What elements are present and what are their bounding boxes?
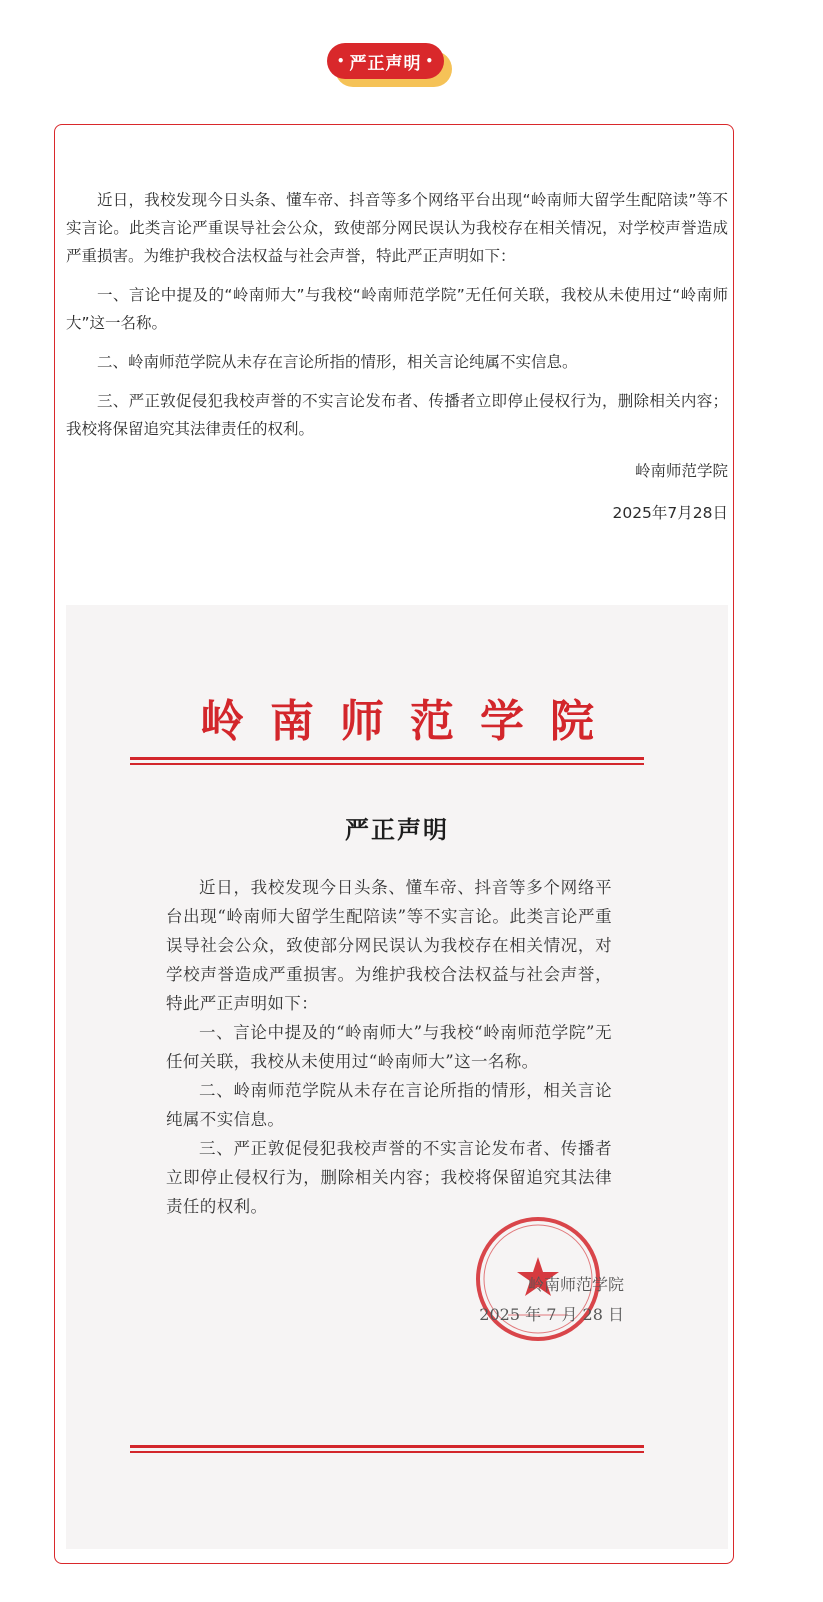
- scan-body: [166, 873, 612, 1221]
- scan-signature-date: 2025 年 7 月 28 日: [479, 1305, 624, 1324]
- statement-paragraph: 近日，我校发现今日头条、懂车帝、抖音等多个网络平台出现“岭南师大留学生配陪读”等不实言论。此类言论严重误导社会公众，致使部分网民误认为我校存在相关情况，对学校声誉造成严重损害。为维护我校合法权益与社会声誉，特此严正声明如下：: [66, 191, 728, 265]
- signature-date: 2025年7月28日: [612, 504, 728, 522]
- scan-signature-org: 岭南师范学院: [527, 1275, 624, 1294]
- scan-signature: [479, 1270, 624, 1330]
- scan-paragraph: 一、言论中提及的“岭南师大”与我校“岭南师范学院”无任何关联，我校从未使用过“岭南师大”这一名称。: [166, 1023, 612, 1071]
- footer-rule: [130, 1445, 644, 1448]
- footer-rule-thin: [130, 1451, 644, 1453]
- letterhead-rule: [130, 757, 644, 760]
- scan-paragraph: 近日，我校发现今日头条、懂车帝、抖音等多个网络平台出现“岭南师大留学生配陪读”等不实言论。此类言论严重误导社会公众，致使部分网民误认为我校存在相关情况，对学校声誉造成严重损害。为维护我校合法权益与社会声誉，特此严正声明如下：: [166, 878, 612, 1013]
- scan-paragraph: 三、严正敦促侵犯我校声誉的不实言论发布者、传播者立即停止侵权行为，删除相关内容；我校将保留追究其法律责任的权利。: [166, 1139, 612, 1216]
- scan-doc-title: 严正声明: [345, 815, 449, 844]
- signature-org: 岭南师范学院: [634, 462, 728, 480]
- statement-text: [66, 186, 728, 527]
- statement-paragraph: 一、言论中提及的“岭南师大”与我校“岭南师范学院”无任何关联，我校从未使用过“岭南师大”这一名称。: [66, 286, 728, 332]
- scan-paragraph: 二、岭南师范学院从未存在言论所指的情形，相关言论纯属不实信息。: [166, 1081, 612, 1129]
- scanned-document-image: [66, 605, 728, 1549]
- badge-label-container: [327, 43, 444, 79]
- bullet-dot-icon: •: [425, 54, 435, 68]
- badge-label: 严正声明: [349, 53, 422, 74]
- letterhead-rule-thin: [130, 763, 644, 765]
- scan-letterhead: 岭南师范学院: [200, 696, 620, 747]
- bullet-dot-icon: •: [336, 54, 346, 68]
- header-badge: [327, 43, 452, 87]
- statement-paragraph: 三、严正敦促侵犯我校声誉的不实言论发布者、传播者立即停止侵权行为，删除相关内容；我校将保留追究其法律责任的权利。: [66, 392, 728, 438]
- statement-paragraph: 二、岭南师范学院从未存在言论所指的情形，相关言论纯属不实信息。: [97, 353, 578, 371]
